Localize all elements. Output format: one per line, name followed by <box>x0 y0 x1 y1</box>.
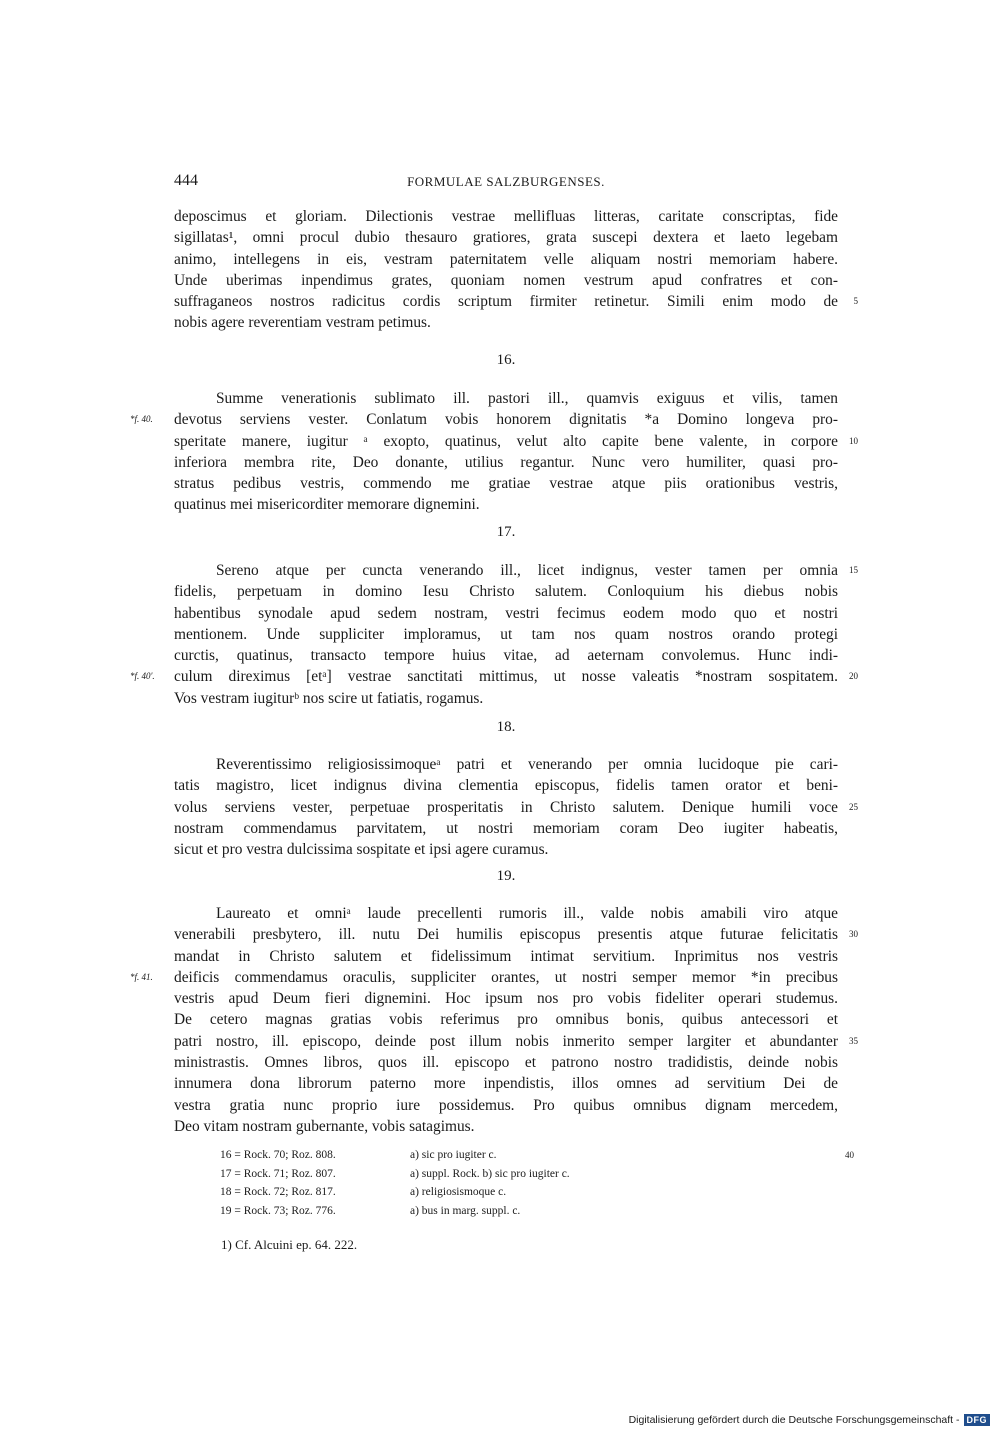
apparatus-note: a) sic pro iugiter c. <box>410 1149 497 1161</box>
text-line <box>174 227 838 248</box>
footer-credit <box>629 1414 990 1426</box>
line-text: sigillatas¹, omni procul dubio thesauro gratiores, grata suscepi dextera et laeto legebam <box>174 229 838 247</box>
line-number: 35 <box>849 1035 858 1046</box>
critical-apparatus <box>220 1146 860 1221</box>
text-line <box>174 270 838 291</box>
text-line <box>174 452 838 473</box>
line-text: mentionem. Unde suppliciter imploramus, ut tam nos quam nostros orando protegi <box>174 625 838 643</box>
apparatus-row <box>220 1165 860 1184</box>
folio-marker: *f. 40'. <box>130 671 155 682</box>
line-text: animo, intellegens in eis, vestram paternitatem velle aliquam nostri memoriam habere. <box>174 250 838 268</box>
folio-marker: *f. 41. <box>130 971 153 982</box>
text-line <box>174 988 838 1009</box>
folio-marker: *f. 40. <box>130 414 153 425</box>
apparatus-source: 17 = Rock. 71; Roz. 807. <box>220 1167 336 1180</box>
line-text: Sereno atque per cuncta venerando ill., licet indignus, vester tamen per omnia <box>216 562 838 579</box>
line-number: 10 <box>849 435 858 446</box>
footnote: 1) Cf. Alcuini ep. 64. 222. <box>221 1237 358 1252</box>
line-text: Unde uberimas inpendimus grates, quoniam nomen vestrum apud confratres et con- <box>174 271 838 289</box>
apparatus-row <box>220 1146 860 1165</box>
line-text: curctis, quatinus, transacto tempore huius vitae, ad aeternam convolemus. Hunc indi- <box>174 647 838 665</box>
text-line <box>174 775 838 796</box>
line-text: culum direximus [etᵃ] vestrae sanctitati mittimus, ut nosse valeatis *nostram sospitatem. <box>174 668 838 686</box>
section-heading: 19. <box>496 868 516 884</box>
text-line <box>130 409 838 430</box>
text-line <box>174 581 838 602</box>
text-line <box>174 946 838 967</box>
line-text: innumera dona librorum paterno more inpendistis, illos omnes ad servitium Dei de <box>174 1075 838 1093</box>
text-line <box>174 1116 838 1137</box>
text-line <box>174 473 838 494</box>
line-text: patri nostro, ill. episcopo, deinde post illum nobis inmerito semper largiter et abundanter <box>174 1032 838 1050</box>
line-text: vestris apud Deum fieri dignemini. Hoc ipsum nos pro vobis fideliter operari studemus. <box>174 990 838 1008</box>
apparatus-note: a) religiosismoque c. <box>410 1186 507 1199</box>
line-text: Deo vitam nostram gubernante, vobis satagimus. <box>174 1117 475 1135</box>
section-heading: 17. <box>496 524 516 540</box>
text-line <box>174 206 838 227</box>
line-text: sicut et pro vestra dulcissima sospitate et ipsi agere curamus. <box>174 841 549 859</box>
line-text: nostram commendamus parvitatem, ut nostri memoriam coram Deo iugiter habeatis, <box>174 819 838 837</box>
text-line <box>174 924 858 945</box>
apparatus-note: a) suppl. Rock. b) sic pro iugiter c. <box>410 1167 570 1180</box>
apparatus-source: 18 = Rock. 72; Roz. 817. <box>220 1186 336 1199</box>
text-line <box>174 312 838 333</box>
text-line <box>174 688 838 709</box>
line-number: 20 <box>849 671 858 682</box>
line-text: quatinus mei misericorditer memorare dignemini. <box>174 496 480 514</box>
line-text: inferiora membra rite, Deo donante, utilius regantur. Nunc vero humiliter, quasi pro- <box>174 453 838 471</box>
line-text: speritate manere, iugitur ᵃ exopto, quatinus, velut alto capite bene valente, in corpore <box>174 432 838 450</box>
line-text: tatis magistro, licet indignus divina clementia episcopus, fidelis tamen orator et beni- <box>174 777 838 795</box>
text-line <box>174 645 838 666</box>
line-number: 5 <box>853 296 858 307</box>
text-line <box>174 249 838 270</box>
text-block <box>174 206 858 334</box>
text-line <box>174 818 838 839</box>
running-title: FORMULAE SALZBURGENSES. <box>407 174 605 189</box>
line-text: fidelis, perpetuam in domino Iesu Christo salutem. Conloquium his diebus nobis <box>174 583 838 601</box>
line-number: 15 <box>849 565 858 575</box>
line-text: De cetero magnas gratias vobis referimus pro omnibus bonis, quibus antecessori et <box>174 1011 838 1029</box>
text-line <box>174 1009 838 1030</box>
text-line <box>174 1095 838 1116</box>
line-text: mandat in Christo salutem et fidelissimum intimat servitium. Inprimitus nos vestris <box>174 947 838 965</box>
section-heading: 16. <box>496 352 516 368</box>
text-line <box>174 494 838 515</box>
line-text: Summe venerationis sublimato ill. pastori ill., quamvis exiguus et vilis, tamen <box>216 390 838 407</box>
text-line <box>130 967 838 988</box>
apparatus-source: 19 = Rock. 73; Roz. 776. <box>220 1205 336 1218</box>
text-block <box>174 754 858 860</box>
section-heading: 18. <box>496 719 516 735</box>
text-line <box>174 797 858 818</box>
text-line <box>174 903 838 924</box>
text-line <box>174 1073 838 1094</box>
line-text: Laureato et omniᵃ laude precellenti rumoris ill., valde nobis amabili viro atque <box>216 905 838 922</box>
page-number: 444 <box>174 172 198 189</box>
line-text: volus serviens vester, perpetuae prosperitatis in Christo salutem. Denique humili voce <box>174 798 838 816</box>
apparatus-source: 16 = Rock. 70; Roz. 808. <box>220 1149 336 1161</box>
line-text: ministrastis. Omnes libros, quos ill. episcopo et patrono nostro tradidistis, deinde nobis <box>174 1054 838 1072</box>
text-block <box>130 903 858 1137</box>
dfg-logo-icon: DFG <box>964 1414 991 1426</box>
text-block <box>130 388 858 516</box>
line-text: deificis commendamus oraculis, suppliciter orantes, ut nostri semper memor *in precibus <box>174 968 838 986</box>
text-line <box>174 1052 838 1073</box>
line-text: habentibus synodale apud sedem nostram, vestri fecimus eodem modo quo et nostri <box>174 604 838 622</box>
text-block <box>130 560 858 709</box>
line-text: deposcimus et gloriam. Dilectionis vestrae mellifluas litteras, caritate conscriptas, fide <box>174 208 838 225</box>
line-text: nobis agere reverentiam vestram petimus. <box>174 314 431 332</box>
text-line <box>130 666 858 687</box>
line-text: venerabili presbytero, ill. nutu Dei humilis episcopus presentis atque futurae felicitatis <box>174 926 838 944</box>
line-number: 30 <box>849 929 858 940</box>
text-line <box>174 603 838 624</box>
text-line <box>174 624 838 645</box>
line-text: stratus pedibus vestris, commendo me gratiae vestrae atque piis orationibus vestris, <box>174 475 838 493</box>
line-text: devotus serviens vester. Conlatum vobis honorem dignitatis *a Domino longeva pro- <box>174 411 838 429</box>
line-text: Vos vestram iugiturᵇ nos scire ut fatiatis, rogamus. <box>174 689 484 707</box>
text-line <box>174 560 858 581</box>
line-number: 40 <box>845 1150 854 1160</box>
line-number: 25 <box>849 801 858 812</box>
funding-credit: Digitalisierung gefördert durch die Deutsche Forschungsgemeinschaft - <box>628 1414 960 1426</box>
text-line <box>174 431 858 452</box>
apparatus-note: a) bus in marg. suppl. c. <box>410 1205 521 1218</box>
page-header <box>174 172 838 194</box>
text-line <box>174 291 858 312</box>
text-line <box>174 1031 858 1052</box>
text-line <box>174 388 838 409</box>
text-line <box>174 839 838 860</box>
apparatus-row <box>220 1202 860 1221</box>
line-text: suffraganeos nostros radicitus cordis scriptum firmiter retinetur. Simili enim modo de <box>174 293 838 311</box>
text-line <box>174 754 838 775</box>
line-text: vestra gratia nunc proprio iure possidemus. Pro quibus omnibus dignam mercedem, <box>174 1096 838 1114</box>
line-text: Reverentissimo religiosissimoqueᵃ patri et venerando per omnia lucidoque pie cari- <box>216 756 838 773</box>
apparatus-row <box>220 1183 860 1202</box>
